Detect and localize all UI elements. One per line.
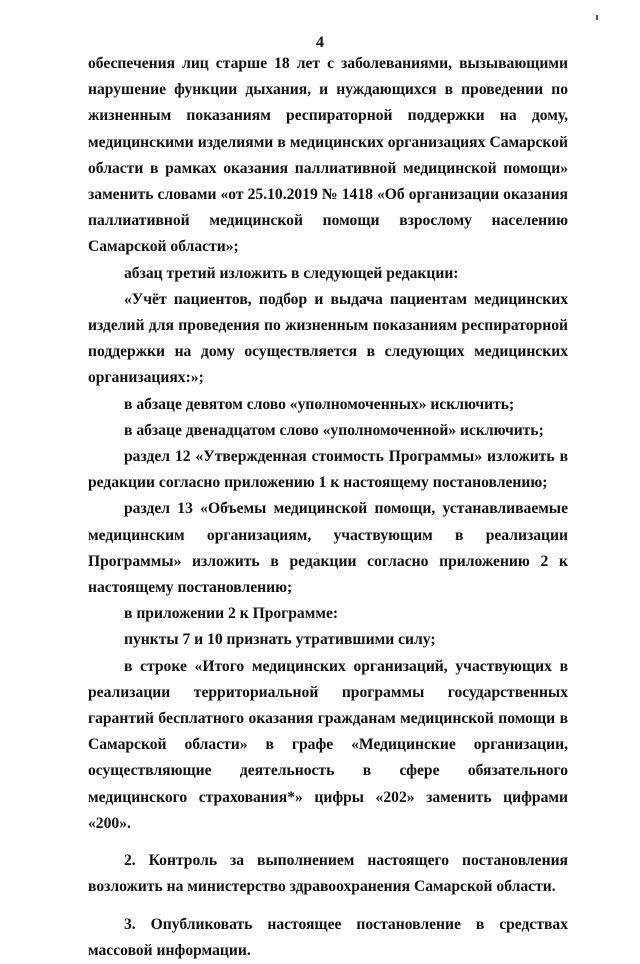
paragraph-item: в строке «Итого медицинских организаций, участвующих в реализации территориальной программы государственных гарантий бесплатного оказания гражданам медицинской помощи в Самарской области» в графе «Медицинские организации, осуществляющие деятельность в сфере обязательного медицинского страхования*» цифры «202» заменить цифрами «200». [88,657,568,832]
paragraph-item: в приложении 2 к Программе: [124,605,339,623]
paragraph-clause-3: 3. Опубликовать настоящее постановление в средствах массовой информации. [88,915,568,959]
paragraph-item: раздел 13 «Объемы медицинской помощи, устанавливаемые медицинским организациям, участвующим в реализации Программы» изложить в редакции согласно приложению 2 к настоящему постановлению; [88,500,568,597]
paragraph-item: «Учёт пациентов, подбор и выдача пациентам медицинских изделий для проведения по жизненным показаниям респираторной поддержки на дому осуществляется в следующих медицинских организациях:»; [88,290,568,387]
paragraph-item: пункты 7 и 10 признать утратившими силу; [124,631,436,649]
paragraph-continuation: обеспечения лиц старше 18 лет с заболеваниями, вызывающими нарушение функции дыхания, и нуждающихся в проведении по жизненным показаниям респираторной поддержки на дому, медицинскими изделиями в медицинских организациях Самарской области в рамках оказания паллиативной медицинской помощи» заменить словами «от 25.10.2019 № 1418 «Об организации оказания паллиативной медицинской помощи взрослому населению Самарской области»; [88,55,568,256]
scan-mark [596,15,598,20]
paragraph-item: раздел 12 «Утвержденная стоимость Программы» изложить в редакции согласно приложению 1 к настоящему постановлению; [88,448,568,492]
paragraph-item: абзац третий изложить в следующей редакции: [124,264,459,282]
page-number: 4 [316,34,324,51]
paragraph-item: в абзаце девятом слово «уполномоченных» исключить; [124,395,515,413]
document-body [88,51,568,964]
paragraph-item: в абзаце двенадцатом слово «уполномоченной» исключить; [124,421,544,439]
paragraph-clause-2: 2. Контроль за выполнением настоящего постановления возложить на министерство здравоохранения Самарской области. [88,852,568,896]
